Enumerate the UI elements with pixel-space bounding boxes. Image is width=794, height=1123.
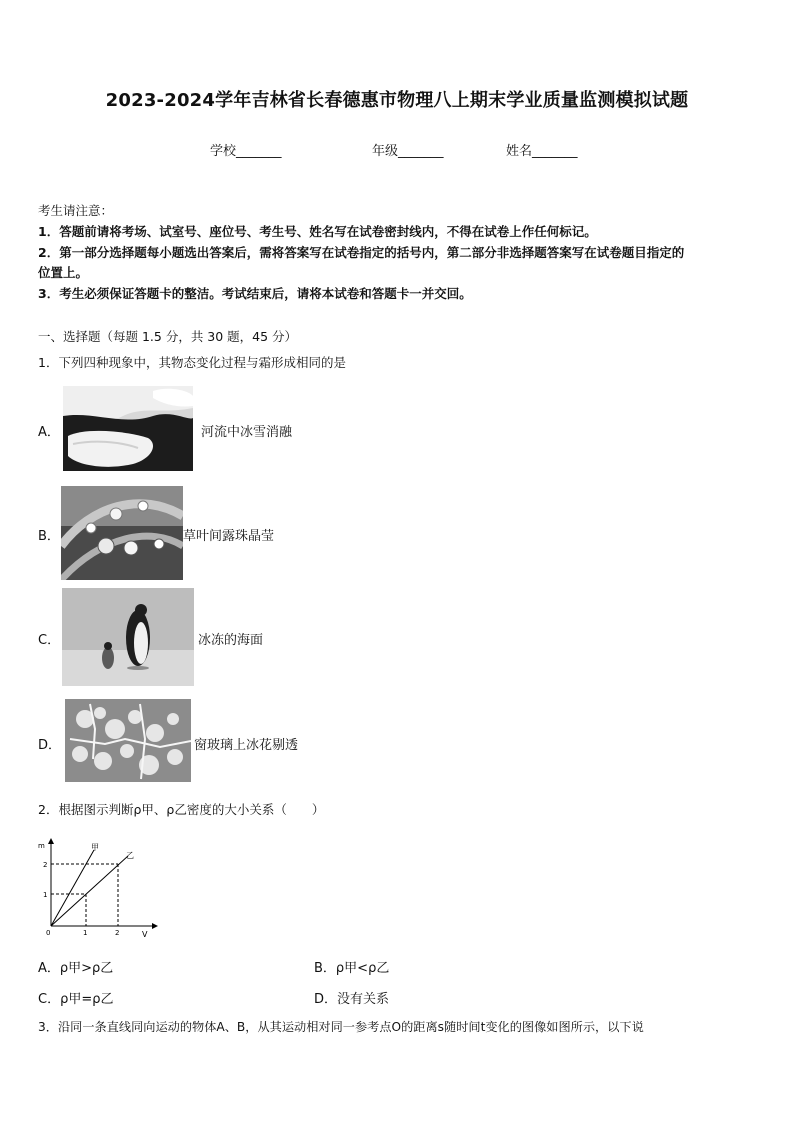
dew-drops-photo: [61, 486, 183, 580]
grade-field: 年级_______: [372, 144, 444, 159]
option-label: B．: [38, 529, 60, 544]
frost-pattern-photo: [65, 699, 191, 782]
option-a: A．ρ甲>ρ乙: [38, 961, 114, 976]
y-axis-label: m: [38, 842, 45, 850]
option-label: A．: [38, 425, 60, 440]
question-stem: 2．根据图示判断ρ甲、ρ乙密度的大小关系（ ）: [38, 802, 325, 817]
notice-item: 3．考生必须保证答题卡的整洁。考试结束后，请将本试卷和答题卡一并交回。: [38, 286, 472, 301]
y-tick-label: 1: [43, 891, 48, 899]
notice-item: 1．答题前请将考场、试室号、座位号、考生号、姓名写在试卷密封线内，不得在试卷上作任何标记。: [38, 224, 597, 239]
page-title: 2023-2024学年吉林省长春德惠市物理八上期末学业质量监测模拟试题: [105, 90, 689, 111]
option-d: D．没有关系: [314, 992, 390, 1007]
section-heading: 一、选择题（每题 1.5 分，共 30 题，45 分）: [38, 329, 298, 344]
option-text: 冰冻的海面: [198, 633, 264, 648]
name-field: 姓名_______: [506, 144, 578, 159]
x-tick-label: 2: [115, 929, 120, 937]
melting-ice-photo: [63, 386, 193, 471]
x-axis-label: V: [142, 930, 148, 939]
notice-item: 位置上。: [38, 265, 89, 280]
option-label: C．: [38, 633, 61, 648]
question-stem: 1．下列四种现象中，其物态变化过程与霜形成相同的是: [38, 355, 346, 370]
option-label: D．: [38, 738, 62, 753]
notice-item: 2．第一部分选择题每小题选出答案后，需将答案写在试卷指定的括号内，第二部分非选择题答案写在试卷题目指定的: [38, 245, 685, 260]
origin-label: 0: [46, 929, 51, 937]
line-label-yi: 乙: [126, 851, 134, 860]
mass-volume-graph: [36, 838, 160, 940]
question-stem: 3．沿同一条直线同向运动的物体A、B，从其运动相对同一参考点O的距离s随时间t变化的图像如图所示，以下说: [38, 1020, 644, 1034]
penguins-photo: [62, 588, 194, 686]
x-tick-label: 1: [83, 929, 88, 937]
option-text: 河流中冰雪消融: [201, 425, 293, 440]
notice-heading: 考生请注意：: [38, 203, 114, 218]
school-field: 学校_______: [210, 144, 282, 159]
y-tick-label: 2: [43, 861, 48, 869]
option-text: 窗玻璃上冰花剔透: [194, 738, 299, 753]
option-c: C．ρ甲=ρ乙: [38, 992, 114, 1007]
option-b: B．ρ甲<ρ乙: [314, 961, 390, 976]
option-text: 草叶间露珠晶莹: [183, 529, 275, 544]
line-label-jia: 甲: [91, 843, 99, 852]
